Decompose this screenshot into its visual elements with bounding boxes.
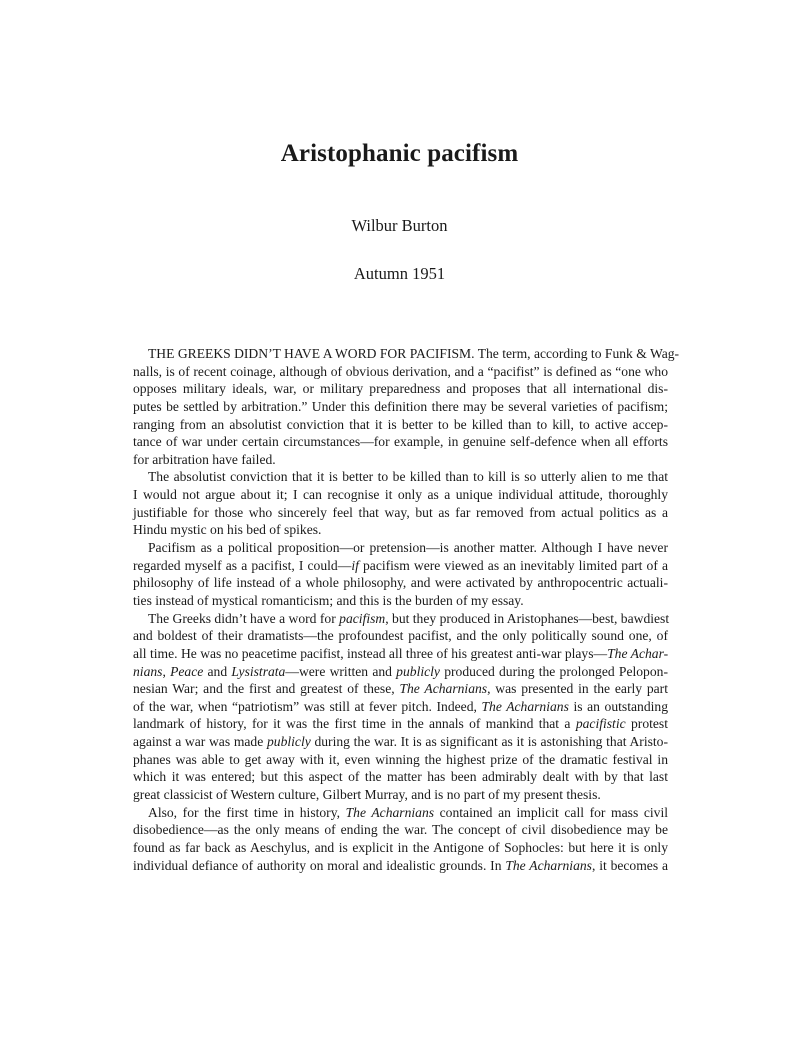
text-line: nians, Peace and Lysistrata—were written and publicly produced during the prolonged Pelopon-: [133, 663, 668, 679]
text-line: which it was entered; but this aspect of the matter has been admirably dealt with by that last: [133, 769, 668, 785]
text-line: for arbitration have failed.: [133, 451, 276, 467]
text-line: regarded myself as a pacifist, I could—if pacifism were viewed as an inevitably limited part of a: [133, 557, 668, 573]
italic-emphasis: nians: [133, 663, 163, 679]
italic-emphasis: The Achar-: [607, 645, 669, 661]
text-line: Pacifism as a political proposition—or pretension—is another matter. Although I have never: [148, 540, 668, 556]
text-line: great classicist of Western culture, Gilbert Murray, and is no part of my present thesis.: [133, 787, 601, 803]
text-line: THE GREEKS DIDN’T HAVE A WORD FOR PACIFISM. The term, according to Funk & Wag-: [148, 346, 680, 361]
document-title: Aristophanic pacifism: [280, 140, 519, 167]
text-line: tance of war under certain circumstances—for example, in genuine self-defence when all efforts: [133, 434, 668, 450]
text-line: The Greeks didn’t have a word for pacifism, but they produced in Aristophanes—best, bawdiest: [148, 610, 670, 626]
italic-emphasis: The Acharnians: [399, 681, 488, 697]
italic-emphasis: Peace: [170, 663, 204, 679]
text-line: individual defiance of authority on moral and idealistic grounds. In The Acharnians, it becomes a: [133, 857, 668, 873]
text-line: found as far back as Aeschylus, and is explicit in the Antigone of Sophocles: but here it is only: [133, 839, 668, 855]
text-line: landmark of history, for it was the first time in the annals of mankind that a pacifistic protest: [133, 716, 668, 732]
text-line: Also, for the first time in history, The Acharnians contained an implicit call for mass civil: [148, 804, 668, 820]
italic-emphasis: Lysistrata: [231, 663, 286, 679]
text-line: and boldest of their dramatists—the profoundest pacifist, and the only politically sound one, of: [133, 628, 668, 644]
italic-emphasis: The Acharnians: [481, 698, 569, 714]
text-line: I would not argue about it; I can recognise it only as a unique individual attitude, thoroughly: [133, 487, 668, 503]
document-date: Autumn 1951: [353, 264, 446, 283]
text-line: nesian War; and the first and greatest of these, The Acharnians, was presented in the early part: [133, 681, 668, 697]
text-line: opposes military ideals, war, or military preparedness and proposes that all international dis-: [133, 381, 668, 397]
text-line: ties instead of mystical romanticism; and this is the burden of my essay.: [133, 592, 524, 608]
paragraph: [133, 468, 668, 539]
italic-emphasis: if: [351, 557, 359, 573]
text-line: putes be settled by arbitration.” Under this definition there may be several varieties of pacifism;: [133, 398, 668, 414]
text-line: nalls, is of recent coinage, although of obvious derivation, and a “pacifist” is defined as “one who: [133, 363, 668, 379]
paragraph: [133, 804, 668, 875]
paragraph: [133, 539, 668, 610]
text-line: phanes was able to get away with it, even winning the highest prize of the dramatic festival in: [133, 751, 668, 767]
text-line: justifiable for those who sincerely feel that way, but as far removed from actual politics as a: [133, 504, 668, 520]
text-line: of the war, when “patriotism” was still at fever pitch. Indeed, The Acharnians is an outstanding: [133, 698, 668, 714]
paragraph: [133, 345, 680, 468]
italic-emphasis: pacifism: [339, 610, 386, 626]
italic-emphasis: pacifistic: [575, 716, 626, 732]
document-author: Wilbur Burton: [351, 216, 448, 235]
text-line: philosophy of life instead of a whole philosophy, and were activated by anthropocentric actuali-: [133, 575, 668, 591]
italic-emphasis: The Acharnians: [505, 857, 592, 873]
document-body: [133, 345, 680, 874]
paragraph: [133, 610, 668, 804]
text-line: against a war was made publicly during the war. It is as significant as it is astonishing that Aristo-: [133, 734, 668, 750]
italic-emphasis: publicly: [396, 663, 440, 679]
italic-emphasis: publicly: [266, 734, 311, 750]
italic-emphasis: The Acharnians: [345, 804, 435, 820]
text-line: Hindu mystic on his bed of spikes.: [133, 522, 322, 538]
text-line: all time. He was no peacetime pacifist, instead all three of his greatest anti-war plays—The Achar-: [133, 645, 669, 661]
text-line: ranging from an absolutist conviction that it is better to be killed than to kill, to active accep-: [133, 416, 668, 432]
text-line: The absolutist conviction that it is better to be killed than to kill is so utterly alien to me that: [148, 469, 668, 485]
text-line: disobedience—as the only means of ending the war. The concept of civil disobedience may be: [133, 822, 668, 838]
